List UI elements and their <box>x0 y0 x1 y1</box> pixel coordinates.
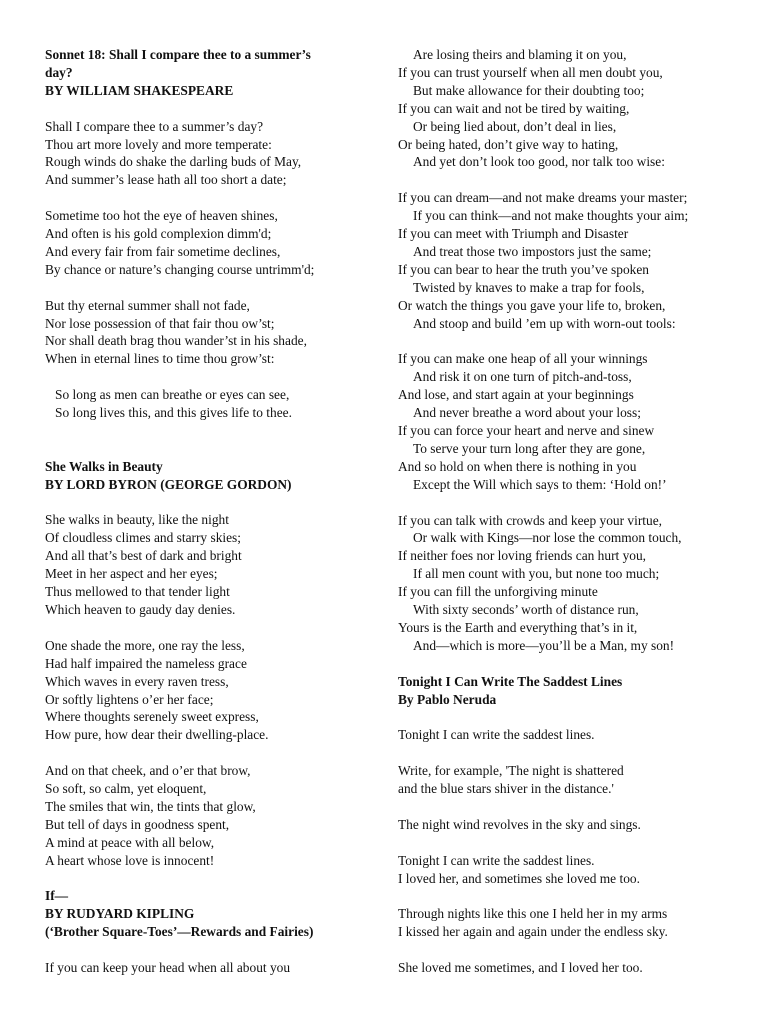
stanza <box>398 512 748 655</box>
poem-line: If you can force your heart and nerve and sinew <box>398 423 655 438</box>
left-column <box>45 46 385 977</box>
poem-line: I loved her, and sometimes she loved me too. <box>398 870 640 886</box>
stanza <box>398 959 748 977</box>
poem-line: One shade the more, one ray the less, <box>45 637 245 653</box>
poem-line: I kissed her again and again under the endless sky. <box>398 924 668 940</box>
poem-line: And risk it on one turn of pitch-and-toss, <box>413 369 632 385</box>
poem-title-line: (‘Brother Square-Toes’—Rewards and Fairies) <box>45 924 314 940</box>
poem-line: Are losing theirs and blaming it on you, <box>413 47 627 62</box>
poem-line: Thou art more lovely and more temperate: <box>45 136 272 152</box>
poem-line: But tell of days in goodness spent, <box>45 816 230 832</box>
poem-she-walks-in-beauty <box>45 458 385 870</box>
poem-line: Where thoughts serenely sweet express, <box>45 709 259 725</box>
poem-line: Rough winds do shake the darling buds of May, <box>45 154 302 170</box>
stanza <box>398 46 748 171</box>
poem-line: Tonight I can write the saddest lines. <box>398 727 595 743</box>
stanza <box>45 207 385 279</box>
poem-line: Meet in her aspect and her eyes; <box>45 566 218 582</box>
poem-line: Of cloudless climes and starry skies; <box>45 530 241 546</box>
poem-line: Or watch the things you gave your life to, broken, <box>398 297 666 313</box>
stanza <box>398 189 748 332</box>
stanza <box>45 297 385 369</box>
poem-title <box>45 458 385 494</box>
poem-line: If you can bear to hear the truth you’ve spoken <box>398 261 649 277</box>
poem-line: But make allowance for their doubting too; <box>413 82 645 98</box>
poem-line: If you can wait and not be tired by waiting, <box>398 100 630 116</box>
poem-line: And so hold on when there is nothing in you <box>398 458 637 474</box>
poem-if <box>45 887 385 977</box>
poem-title-line: BY LORD BYRON (GEORGE GORDON) <box>45 476 292 492</box>
poem-line: And summer’s lease hath all too short a date; <box>45 172 287 188</box>
poem-line: And on that cheek, and o’er that brow, <box>45 763 251 779</box>
poem-if-continued <box>398 46 748 655</box>
poem-title-line: BY RUDYARD KIPLING <box>45 906 195 922</box>
stanza <box>398 852 748 888</box>
poem-line: And stoop and build ’em up with worn-out tools: <box>413 315 676 331</box>
poem-tonight-saddest-lines <box>398 673 748 977</box>
poem-line: By chance or nature’s changing course untrimm'd; <box>45 261 315 277</box>
poem-line: If you can fill the unforgiving minute <box>398 584 598 600</box>
poem-line: Shall I compare thee to a summer’s day? <box>45 118 264 134</box>
poem-line: How pure, how dear their dwelling-place. <box>45 727 269 743</box>
poem-line: She loved me sometimes, and I loved her too. <box>398 960 643 976</box>
poem-line: Had half impaired the nameless grace <box>45 655 247 671</box>
poem-line: Or walk with Kings—nor lose the common touch, <box>413 530 682 546</box>
poem-line: So soft, so calm, yet eloquent, <box>45 781 207 797</box>
poem-line: So long as men can breathe or eyes can see, <box>45 387 290 403</box>
poem-line: A mind at peace with all below, <box>45 834 215 850</box>
stanza <box>398 762 748 798</box>
poem-line: A heart whose love is innocent! <box>45 852 215 868</box>
poem-line: Tonight I can write the saddest lines. <box>398 852 595 868</box>
poem-line: And often is his gold complexion dimm'd; <box>45 226 272 242</box>
right-column <box>398 46 748 977</box>
poem-line: If you can trust yourself when all men doubt you, <box>398 64 663 80</box>
poem-title-line: She Walks in Beauty <box>45 458 163 474</box>
poem-title <box>45 887 385 941</box>
poem-line: So long lives this, and this gives life to thee. <box>45 405 292 421</box>
poem-line: Thus mellowed to that tender light <box>45 584 230 600</box>
poem-line: Through nights like this one I held her in my arms <box>398 906 668 922</box>
poem-line: Or being lied about, don’t deal in lies, <box>413 118 617 134</box>
stanza <box>45 959 385 977</box>
poem-title-line: Tonight I Can Write The Saddest Lines <box>398 673 623 689</box>
stanza <box>398 726 748 744</box>
stanza <box>45 637 385 744</box>
poem-line: If you can meet with Triumph and Disaster <box>398 226 629 242</box>
poem-line: Yours is the Earth and everything that’s in it, <box>398 619 638 635</box>
poem-title-line: Sonnet 18: Shall I compare thee to a summer’s <box>45 47 311 62</box>
poem-title <box>45 46 385 100</box>
poem-line: Or softly lightens o’er her face; <box>45 691 214 707</box>
poem-line: To serve your turn long after they are gone, <box>413 440 646 456</box>
poem-line: When in eternal lines to time thou grow’st: <box>45 351 275 367</box>
poem-line: And never breathe a word about your loss; <box>413 405 641 421</box>
stanza <box>45 386 385 422</box>
poem-line: If you can make one heap of all your winnings <box>398 351 648 367</box>
poem-line: With sixty seconds’ worth of distance run, <box>413 602 639 618</box>
stanza <box>45 118 385 190</box>
poem-line: Which heaven to gaudy day denies. <box>45 602 236 617</box>
poem-line: And every fair from fair sometime declines, <box>45 243 281 259</box>
poem-line: She walks in beauty, like the night <box>45 512 229 528</box>
poem-line: Or being hated, don’t give way to hating, <box>398 136 619 152</box>
poem-title-line: BY WILLIAM SHAKESPEARE <box>45 82 234 98</box>
poem-line: Write, for example, 'The night is shattered <box>398 763 624 779</box>
poem-line: The night wind revolves in the sky and sings. <box>398 816 641 832</box>
poem-line: And—which is more—you’ll be a Man, my son! <box>413 637 675 653</box>
stanza <box>398 905 748 941</box>
poem-line: and the blue stars shiver in the distance.' <box>398 781 614 797</box>
poem-line: If you can talk with crowds and keep your virtue, <box>398 512 663 528</box>
poem-line: Twisted by knaves to make a trap for fools, <box>413 279 645 295</box>
poem-line: Except the Will which says to them: ‘Hold on!’ <box>413 476 667 492</box>
poem-title-line: By Pablo Neruda <box>398 691 497 707</box>
poem-line: If you can think—and not make thoughts your aim; <box>413 208 689 224</box>
poem-line: The smiles that win, the tints that glow, <box>45 798 256 814</box>
poem-title-line: If— <box>45 888 69 904</box>
poem-line: If you can keep your head when all about you <box>45 960 291 976</box>
poem-line: If you can dream—and not make dreams your master; <box>398 190 688 206</box>
poem-title <box>398 673 748 709</box>
poem-line: And all that’s best of dark and bright <box>45 548 242 564</box>
poem-sonnet-18 <box>45 46 385 422</box>
poem-line: But thy eternal summer shall not fade, <box>45 297 250 313</box>
stanza <box>45 762 385 869</box>
poem-line: And yet don’t look too good, nor talk too wise: <box>413 154 665 170</box>
poem-line: Nor lose possession of that fair thou ow’st; <box>45 315 275 331</box>
poem-line: If all men count with you, but none too much; <box>413 566 660 582</box>
stanza <box>398 816 748 834</box>
poem-line: And treat those two impostors just the same; <box>413 243 652 259</box>
stanza <box>398 350 748 493</box>
poem-line: Nor shall death brag thou wander’st in his shade, <box>45 333 307 349</box>
poem-line: Sometime too hot the eye of heaven shines, <box>45 208 278 224</box>
poem-line: Which waves in every raven tress, <box>45 673 229 689</box>
poem-line: And lose, and start again at your beginnings <box>398 387 634 403</box>
stanza <box>45 511 385 618</box>
poem-title-line: day? <box>45 64 73 80</box>
poem-line: If neither foes nor loving friends can hurt you, <box>398 548 647 564</box>
